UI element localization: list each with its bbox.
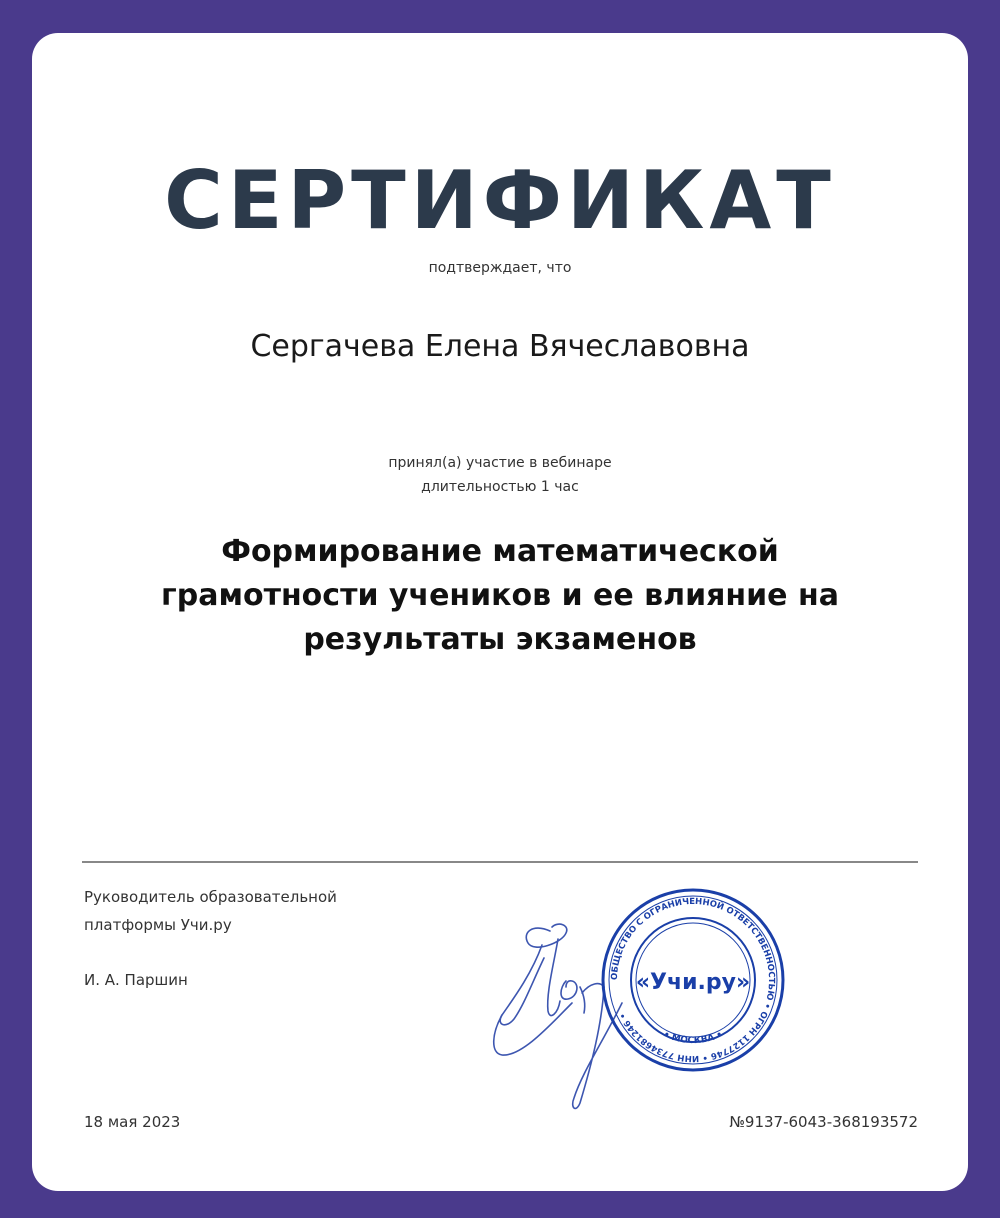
confirms-text: подтверждает, что xyxy=(428,260,572,276)
recipient-name: Сергачева Елена Вячеславовна xyxy=(250,329,750,364)
participation-line-1: принял(а) участие в вебинаре xyxy=(388,455,612,471)
signer-role xyxy=(84,883,337,939)
certificate-title: СЕРТИФИКАТ xyxy=(164,154,836,247)
certificate-card xyxy=(32,33,968,1191)
company-stamp xyxy=(598,885,788,1075)
stamp-outer-text: ОБЩЕСТВО С ОГРАНИЧЕННОЙ ОТВЕТСТВЕННОСТЬЮ • ОГРН 1127746 • ИНН 7734681246 • xyxy=(609,896,777,1064)
participation-text xyxy=(32,451,968,499)
signer-role-line-2: платформы Учи.ру xyxy=(84,916,232,934)
signer-role-line-1: Руководитель образовательной xyxy=(84,888,337,906)
divider xyxy=(82,861,918,863)
participation-line-2: длительностью 1 час xyxy=(421,479,579,495)
signer-name: И. А. Паршин xyxy=(84,971,188,989)
webinar-title: Формирование математической грамотности учеников и ее влияние на результаты экзаменов xyxy=(161,534,839,657)
stamp-center-text: «Учи.ру» xyxy=(635,970,751,995)
issue-date: 18 мая 2023 xyxy=(84,1113,181,1131)
svg-text:• МОСКВА •: • МОСКВА • xyxy=(661,1029,725,1047)
certificate-number: №9137-6043-368193572 xyxy=(729,1113,918,1131)
